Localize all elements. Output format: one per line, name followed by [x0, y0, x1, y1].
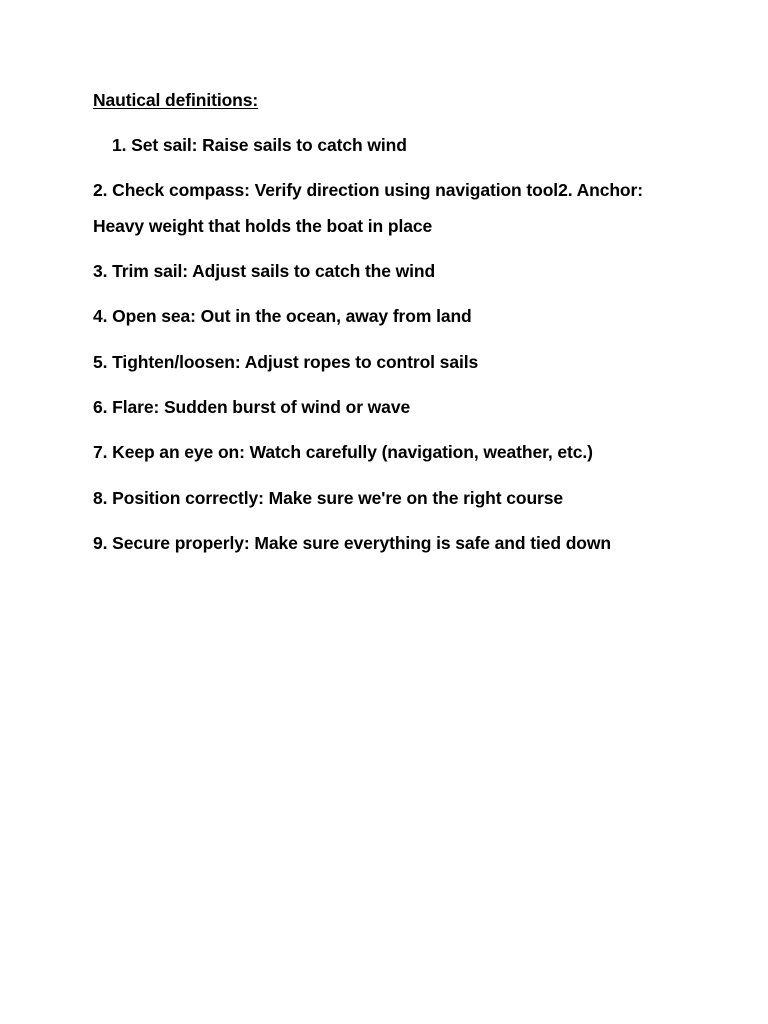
definition-line-4: 4. Open sea: Out in the ocean, away from land [93, 306, 472, 326]
definition-line-9: 9. Secure properly: Make sure everything is safe and tied down [93, 533, 611, 553]
definition-line-5: 5. Tighten/loosen: Adjust ropes to control sails [93, 352, 479, 372]
definition-line-6: 6. Flare: Sudden burst of wind or wave [93, 397, 411, 417]
definition-line-3: 3. Trim sail: Adjust sails to catch the wind [93, 261, 436, 281]
definition-line-1: 1. Set sail: Raise sails to catch wind [112, 135, 407, 155]
definition-line-2-continued: Heavy weight that holds the boat in place [93, 216, 433, 236]
definition-line-2: 2. Check compass: Verify direction using navigation tool2. Anchor: [93, 180, 643, 200]
definition-line-7: 7. Keep an eye on: Watch carefully (navigation, weather, etc.) [93, 442, 593, 462]
definition-line-8: 8. Position correctly: Make sure we're on the right course [93, 488, 564, 508]
document-title: Nautical definitions: [93, 90, 259, 110]
